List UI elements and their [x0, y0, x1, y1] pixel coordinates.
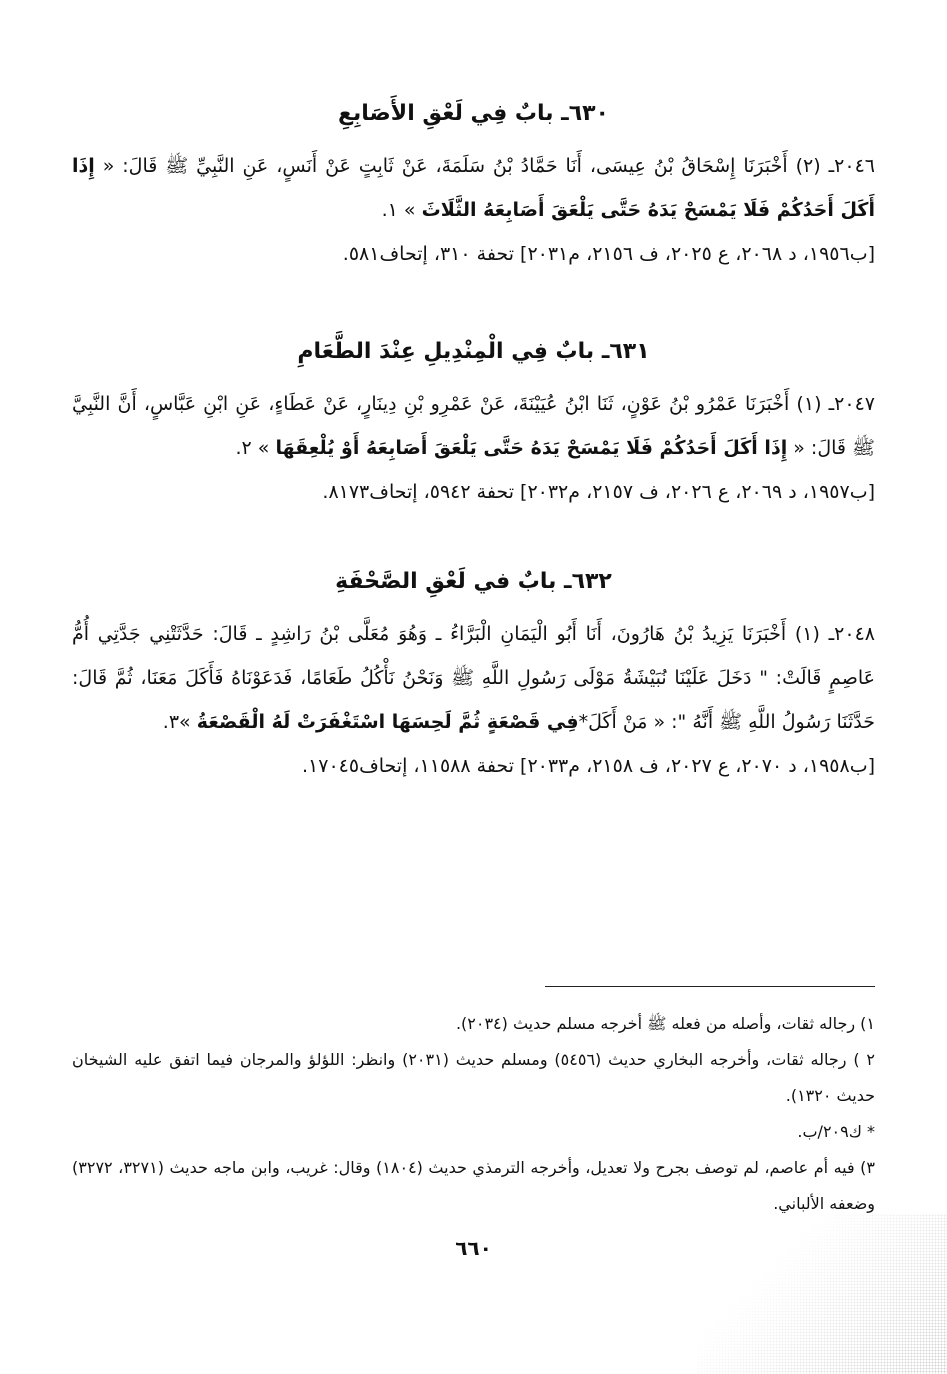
chapter-630: [72, 98, 875, 272]
hadith-end: » ٢.: [235, 437, 276, 459]
page-number: ٦٦٠: [455, 1236, 492, 1260]
chapter-631: [72, 336, 875, 510]
chapter-title: ٦٣١ـ بابٌ فِي الْمِنْدِيلِ عِنْدَ الطَّعَامِ: [297, 339, 650, 364]
footnote-3: ٣) فيه أم عاصم، لم توصف بجرح ولا تعديل، وأخرجه الترمذي حديث (١٨٠٤) وقال: غريب، وابن ماجه حديث (٣٢٧١، ٣٢٧٢) وضعفه الألباني.: [72, 1158, 875, 1213]
hadith-end: » ١.: [381, 199, 422, 221]
hadith-references: [ب١٩٥٦، د ٢٠٦٨، ع ٢٠٢٥، ف ٢١٥٦، م٢٠٣١] تحفة ٣١٠، إتحاف٥٨١.: [342, 243, 875, 265]
scan-texture: [697, 1214, 947, 1374]
hadith-matn: إِذَا أَكَلَ أَحَدُكُمْ فَلَا يَمْسَحْ يَدَهُ حَتَّى يَلْعَقَ أَصَابِعَهُ الثَّلَاثَ: [72, 155, 875, 221]
chapter-title: ٦٣٠ـ بابٌ فِي لَعْقِ الأَصَابِعِ: [338, 101, 609, 126]
hadith-matn: فِي قَصْعَةٍ ثُمَّ لَحِسَهَا اسْتَغْفَرَتْ لَهُ الْقَصْعَةُ: [196, 711, 579, 733]
hadith-isnad: ٢٠٤٨ـ (١) أَخْبَرَنَا يَزِيدُ بْنُ هَارُونَ، أَنَا أَبُو الْيَمَانِ الْبَرَّاءُ ـ وَهُوَ مُعَلَّى بْنُ رَاشِدٍ ـ قَالَ: حَدَّثَتْنِي جَدَّتِي أُمُّ عَاصِمٍ قَالَتْ: " دَخَلَ عَلَيْنَا نُبَيْشَةُ مَوْلَى رَسُولِ اللَّهِ ﷺ وَنَحْنُ نَأْكُلُ طَعَامًا، فَدَعَوْنَاهُ فَأَكَلَ مَعَنَا، ثُمَّ قَالَ: حَدَّثَنَا رَسُولُ اللَّهِ ﷺ أَنَّهُ ": « مَنْ أَكَلَ*: [72, 623, 875, 733]
chapter-title: ٦٣٢ـ بابٌ في لَعْقِ الصَّحْفَةِ: [335, 569, 612, 594]
hadith-2047: [72, 382, 875, 470]
chapter-632: [72, 566, 875, 784]
hadith-references: [ب١٩٥٧، د ٢٠٦٩، ع ٢٠٢٦، ف ٢١٥٧، م٢٠٣٢] تحفة ٥٩٤٢، إتحاف٨١٧٣.: [322, 481, 875, 503]
footnote-2: ٢ ) رجاله ثقات، وأخرجه البخاري حديث (٥٤٥٦) ومسلم حديث (٢٠٣١) وانظر: اللؤلؤ والمرجان فيما اتفق عليه الشيخان حديث ١٣٢٠).: [72, 1050, 876, 1105]
hadith-matn: إِذَا أَكَلَ أَحَدُكُمْ فَلَا يَمْسَحْ يَدَهُ حَتَّى يَلْعَقَ أَصَابِعَهُ أَوْ يُلْعِقَهَا: [275, 437, 788, 459]
footnote-divider: [545, 986, 875, 987]
hadith-2046: [72, 144, 875, 232]
footnote-manuscript-note: * ك٢٠٩/ب.: [797, 1122, 875, 1141]
hadith-2048: [72, 612, 875, 744]
footnotes: [72, 1006, 875, 1222]
footnote-1: ١) رجاله ثقات، وأصله من فعله ﷺ أخرجه مسلم حديث (٢٠٣٤).: [455, 1014, 875, 1033]
hadith-references: [ب١٩٥٨، د ٢٠٧٠، ع ٢٠٢٧، ف ٢١٥٨، م٢٠٣٣] تحفة ١١٥٨٨، إتحاف١٧٠٤٥.: [301, 755, 875, 777]
hadith-end: »٣.: [162, 711, 197, 733]
hadith-isnad: ٢٠٤٧ـ (١) أَخْبَرَنَا عَمْرُو بْنُ عَوْنٍ، ثَنَا ابْنُ عُيَيْنَةَ، عَنْ عَمْرِو بْنِ دِينَارٍ، عَنْ عَطَاءٍ، عَنِ ابْنِ عَبَّاسٍ، أَنَّ النَّبِيَّ ﷺ قَالَ: «: [72, 393, 875, 459]
hadith-isnad: ٢٠٤٦ـ (٢) أَخْبَرَنَا إِسْحَاقُ بْنُ عِيسَى، أَنَا حَمَّادُ بْنُ سَلَمَةَ، عَنْ ثَابِتٍ عَنْ أَنَسٍ، عَنِ النَّبِيِّ ﷺ قَالَ: «: [94, 155, 875, 177]
